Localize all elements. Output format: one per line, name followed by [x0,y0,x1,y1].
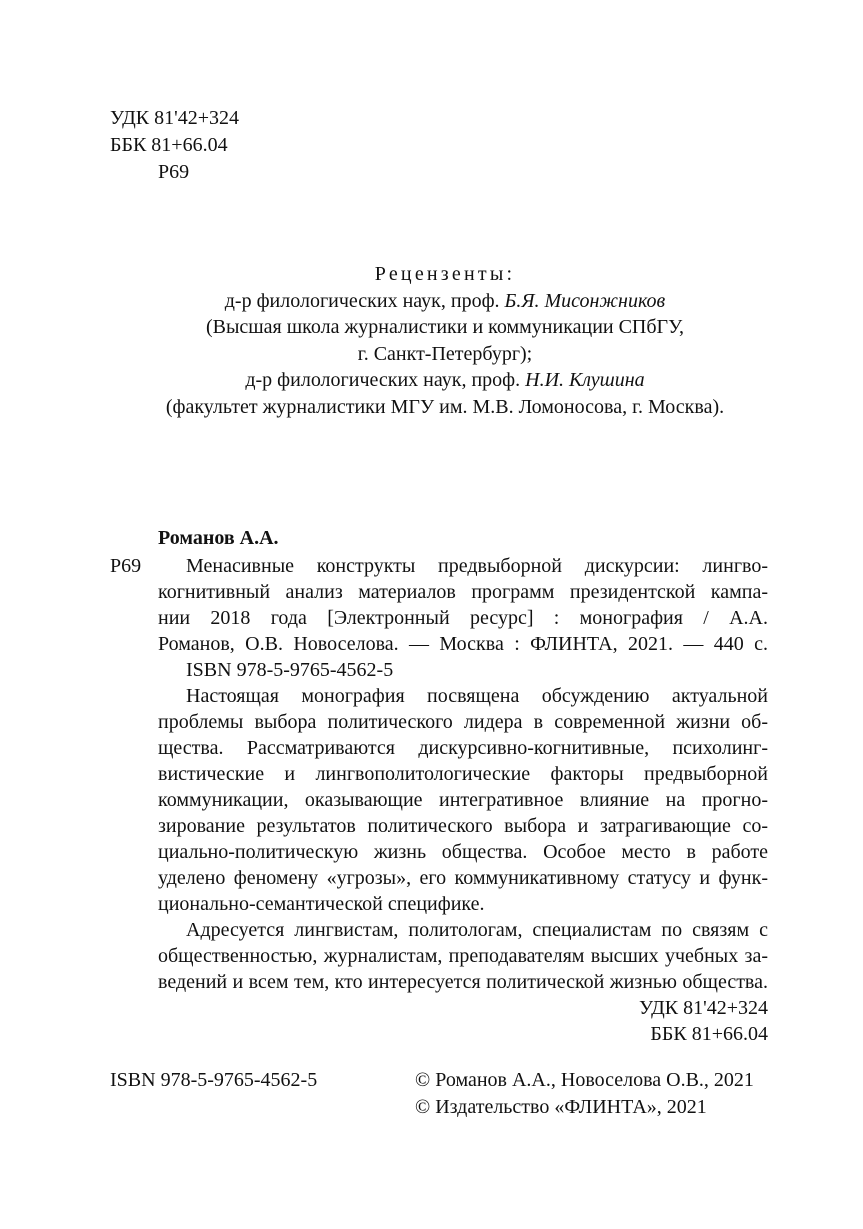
reviewers-title: Рецензенты: [374,263,516,285]
reviewer-2-name: Н.И. Клушина [525,369,645,391]
abstract-line-5: коммуникации, оказывающие интегративное влияние на прогно- [158,789,768,811]
audience-line-3: ведений и всем тем, кто интересуется политической жизнью общества. [158,971,768,993]
entry-title-line-2: когнитивный анализ материалов программ президентской кампа- [158,581,768,603]
abstract-line-7: циально-политическую жизнь общества. Особое место в работе [158,841,768,863]
entry-isbn: ISBN 978-5-9765-4562-5 [186,659,394,681]
reviewer-2-degree: д-р филологических наук, проф. [245,369,526,391]
audience-line-2: общественностью, журналистам, преподавателям высших учебных за- [158,945,768,967]
abstract-line-2: проблемы выбора политического лидера в современной жизни об- [158,711,768,733]
reviewer-2 [100,367,790,394]
abstract-line-9: ционально-семантической специфике. [158,893,485,915]
copyright-authors: © Романов А.А., Новоселова О.В., 2021 [415,1069,754,1091]
copyright-publisher: © Издательство «ФЛИНТА», 2021 [415,1096,707,1118]
entry-title-line-4: Романов, О.В. Новоселова. — Москва : ФЛИНТА, 2021. — 440 с. [158,633,768,655]
entry-bbk: ББК 81+66.04 [650,1023,768,1045]
abstract-line-6: зирование результатов политического выбора и затрагивающие со- [158,815,768,837]
reviewer-1-name: Б.Я. Мисонжников [504,289,666,312]
author-mark-header: Р69 [158,161,190,183]
entry-title-line-3: нии 2018 года [Электронный ресурс] : монография / А.А. [158,607,768,629]
entry-mark: Р69 [110,555,142,577]
reviewer-1-affiliation-2: г. Санкт-Петербург); [357,342,533,365]
abstract-line-4: вистические и лингвополитологические факторы предвыборной [158,763,768,785]
reviewer-2-affiliation: (факультет журналистики МГУ им. М.В. Ломоносова, г. Москва). [165,395,725,418]
reviewers-block [100,261,790,420]
reviewer-1-degree: д-р филологических наук, проф. [224,289,505,312]
bbk-header: ББК 81+66.04 [110,134,228,156]
abstract-line-3: щества. Рассматриваются дискурсивно-когнитивные, психолинг- [158,737,768,759]
abstract-line-8: уделено феномену «угрозы», его коммуникативному статусу и функ- [158,867,768,889]
reviewer-1 [100,288,790,315]
entry-author: Романов А.А. [158,527,279,549]
reviewer-1-affiliation-1: (Высшая школа журналистики и коммуникации СПбГУ, [205,316,685,338]
audience-line-1: Адресуется лингвистам, политологам, специалистам по связям с [186,919,768,941]
entry-title-line-1: Менасивные конструкты предвыборной дискурсии: лингво- [186,555,768,577]
footer-isbn: ISBN 978-5-9765-4562-5 [110,1069,318,1091]
udk-header: УДК 81'42+324 [110,107,240,129]
abstract-line-1: Настоящая монография посвящена обсуждению актуальной [186,685,768,707]
entry-udk: УДК 81'42+324 [638,997,768,1019]
